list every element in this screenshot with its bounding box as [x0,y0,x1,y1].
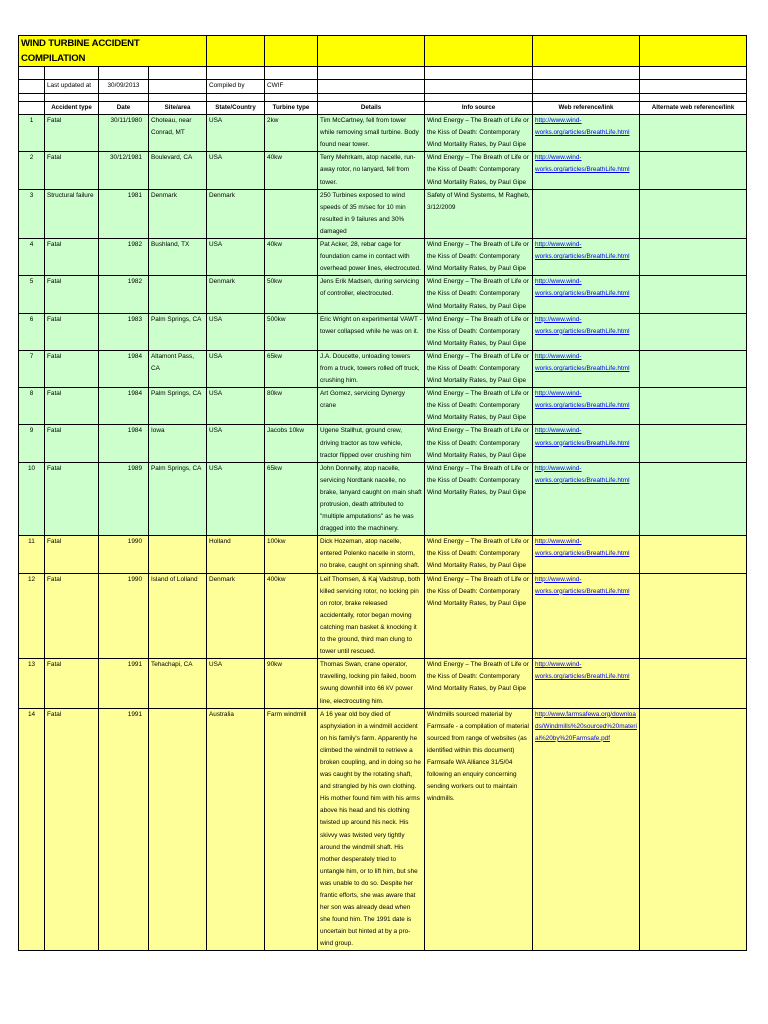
web-reference-cell [533,536,640,573]
last-updated-value: 30/09/2013 [99,80,149,94]
accident-type: Fatal [45,276,99,313]
site-area: Choteau, near Conrad, MT [149,115,207,152]
column-header: Accident type [45,102,99,115]
accident-type: Fatal [45,536,99,573]
turbine-type: 100kw [265,536,318,573]
state-country: USA [207,462,265,536]
site-area: Island of Lolland [149,573,207,659]
empty-cell [265,36,318,67]
empty-cell [318,67,425,80]
empty-cell [207,94,265,102]
table-row [19,276,747,313]
table-row [19,350,747,387]
web-reference-cell [533,573,640,659]
alternate-web-reference [640,659,747,708]
accident-date: 1984 [99,350,149,387]
empty-cell [207,67,265,80]
turbine-type: 65kw [265,350,318,387]
accident-type: Fatal [45,425,99,462]
info-source: Wind Energy – The Breath of Life or the Kiss of Death: Contemporary Wind Mortality Rates, by Paul Gipe [425,152,533,189]
table-row [19,115,747,152]
state-country: Denmark [207,276,265,313]
empty-cell [425,36,533,67]
info-source: Wind Energy – The Breath of Life or the Kiss of Death: Contemporary Wind Mortality Rates, by Paul Gipe [425,276,533,313]
web-reference-link[interactable]: http://www.wind-works.org/articles/BreathLife.html [535,241,630,261]
alternate-web-reference [640,536,747,573]
empty-cell [640,94,747,102]
site-area: Bushland, TX [149,239,207,276]
state-country: USA [207,388,265,425]
info-source: Wind Energy – The Breath of Life or the Kiss of Death: Contemporary Wind Mortality Rates, by Paul Gipe [425,115,533,152]
turbine-type: 2kw [265,115,318,152]
row-number: 5 [19,276,45,313]
info-source: Wind Energy – The Breath of Life or the Kiss of Death: Contemporary Wind Mortality Rates, by Paul Gipe [425,313,533,350]
web-reference-cell [533,388,640,425]
table-row [19,573,747,659]
accident-type: Fatal [45,152,99,189]
compiled-by-value: CWIF [265,80,318,94]
column-header: Turbine type [265,102,318,115]
site-area: Boulevard, CA [149,152,207,189]
column-header: Details [318,102,425,115]
web-reference-link[interactable]: http://www.wind-works.org/articles/BreathLife.html [535,352,630,372]
column-header: State/Country [207,102,265,115]
state-country: Australia [207,708,265,951]
info-source: Wind Energy – The Breath of Life or the Kiss of Death: Contemporary Wind Mortality Rates, by Paul Gipe [425,659,533,708]
web-reference-cell [533,425,640,462]
accident-type: Fatal [45,462,99,536]
table-row [19,388,747,425]
row-number: 3 [19,189,45,238]
empty-cell [425,94,533,102]
web-reference-link[interactable]: http://www.wind-works.org/articles/BreathLife.html [535,390,630,410]
empty-cell [425,67,533,80]
empty-cell [19,94,45,102]
accident-type: Fatal [45,708,99,951]
table-row [19,659,747,708]
turbine-type: 90kw [265,659,318,708]
accident-type: Fatal [45,388,99,425]
info-source: Wind Energy – The Breath of Life or the Kiss of Death: Contemporary Wind Mortality Rates, by Paul Gipe [425,239,533,276]
empty-cell [149,94,207,102]
empty-cell [640,36,747,67]
info-source: Wind Energy – The Breath of Life or the Kiss of Death: Contemporary Wind Mortality Rates, by Paul Gipe [425,350,533,387]
alternate-web-reference [640,239,747,276]
accident-date: 1982 [99,239,149,276]
alternate-web-reference [640,313,747,350]
turbine-type: 65kw [265,462,318,536]
web-reference-cell [533,313,640,350]
accident-type: Fatal [45,313,99,350]
info-source: Wind Energy – The Breath of Life or the Kiss of Death: Contemporary Wind Mortality Rates, by Paul Gipe [425,388,533,425]
empty-cell [318,94,425,102]
empty-cell [207,36,265,67]
row-number: 2 [19,152,45,189]
row-number: 11 [19,536,45,573]
last-updated-label: Last updated at [45,80,99,94]
web-reference-cell [533,708,640,951]
web-reference-link[interactable]: http://www.wind-works.org/articles/BreathLife.html [535,154,630,174]
info-source: Wind Energy – The Breath of Life or the Kiss of Death: Contemporary Wind Mortality Rates, by Paul Gipe [425,462,533,536]
info-source: Wind Energy – The Breath of Life or the Kiss of Death: Contemporary Wind Mortality Rates, by Paul Gipe [425,536,533,573]
accident-type: Fatal [45,350,99,387]
web-reference-cell [533,152,640,189]
site-area: Palm Springs, CA [149,462,207,536]
web-reference-link [533,189,640,238]
empty-cell [19,67,45,80]
column-header: Site/area [149,102,207,115]
accident-type: Structural failure [45,189,99,238]
meta-row [19,80,747,94]
accident-details: Thomas Swan, crane operator, travelling, locking pin failed, boom swung downhill into 66 kV power line, electrocuting him. [318,659,425,708]
turbine-type [265,189,318,238]
accident-type: Fatal [45,239,99,276]
table-row [19,313,747,350]
empty-cell [149,80,207,94]
empty-cell [533,67,640,80]
empty-cell [533,94,640,102]
spacer-row [19,94,747,102]
empty-cell [265,94,318,102]
empty-cell [99,94,149,102]
empty-cell [318,36,425,67]
site-area: Denmark [149,189,207,238]
accident-details: Terry Mehrkam, atop nacelle, run-away rotor, no lanyard, fell from tower. [318,152,425,189]
row-number: 14 [19,708,45,951]
turbine-type: 40kw [265,239,318,276]
accident-date: 30/11/1980 [99,115,149,152]
alternate-web-reference [640,708,747,951]
web-reference-cell [533,276,640,313]
web-reference-link[interactable]: http://www.wind-works.org/articles/BreathLife.html [535,117,630,137]
web-reference-link[interactable]: http://www.wind-works.org/articles/BreathLife.html [535,427,630,447]
turbine-type: 40kw [265,152,318,189]
empty-cell [425,80,533,94]
accident-details: Jens Erik Madsen, during servicing of controller, electrocuted. [318,276,425,313]
site-area: Palm Springs, CA [149,313,207,350]
alternate-web-reference [640,425,747,462]
alternate-web-reference [640,276,747,313]
column-header: Info source [425,102,533,115]
state-country: Holland [207,536,265,573]
accident-date: 1989 [99,462,149,536]
web-reference-cell [533,239,640,276]
accident-date: 1984 [99,388,149,425]
alternate-web-reference [640,462,747,536]
empty-cell [640,67,747,80]
state-country: USA [207,152,265,189]
web-reference-link[interactable]: http://www.wind-works.org/articles/BreathLife.html [535,278,630,298]
accident-details: Ugene Stallhut, ground crew, driving tractor as tow vehicle, tractor flipped over crushing him [318,425,425,462]
alternate-web-reference [640,152,747,189]
state-country: USA [207,313,265,350]
column-header [19,102,45,115]
accident-date: 1990 [99,573,149,659]
compiled-by-label: Compiled by [207,80,265,94]
web-reference-link[interactable]: http://www.wind-works.org/articles/BreathLife.html [535,575,630,595]
row-number: 12 [19,573,45,659]
table-row [19,708,747,951]
turbine-type: Farm windmill [265,708,318,951]
accident-date: 1983 [99,313,149,350]
empty-cell [318,80,425,94]
row-number: 10 [19,462,45,536]
web-reference-link[interactable]: http://www.wind-works.org/articles/BreathLife.html [535,464,630,484]
row-number: 1 [19,115,45,152]
accident-date: 1981 [99,189,149,238]
turbine-type: 80kw [265,388,318,425]
info-source: Safety of Wind Systems, M Ragheb, 3/12/2009 [425,189,533,238]
alternate-web-reference [640,115,747,152]
state-country: USA [207,115,265,152]
empty-cell [265,67,318,80]
info-source: Wind Energy – The Breath of Life or the Kiss of Death: Contemporary Wind Mortality Rates, by Paul Gipe [425,425,533,462]
web-reference-link[interactable]: http://www.wind-works.org/articles/BreathLife.html [535,661,630,681]
empty-cell [45,94,99,102]
accident-details: Pat Acker, 28, rebar cage for foundation came in contact with overhead power lines, electrocuted. [318,239,425,276]
accident-date: 1991 [99,708,149,951]
turbine-type: Jacobs 10kw [265,425,318,462]
web-reference-link[interactable]: http://www.wind-works.org/articles/BreathLife.html [535,315,630,335]
accident-type: Fatal [45,659,99,708]
state-country: Denmark [207,573,265,659]
table-row [19,462,747,536]
table-row [19,239,747,276]
table-row [19,536,747,573]
accident-spreadsheet [18,35,747,951]
accident-details: Dick Hozeman, atop nacelle, entered Polenko nacelle in storm, no brake, caught on spinning shaft. [318,536,425,573]
empty-cell [99,67,149,80]
turbine-type: 500kw [265,313,318,350]
site-area: Altamont Pass, CA [149,350,207,387]
column-header: Alternate web reference/link [640,102,747,115]
state-country: USA [207,239,265,276]
empty-cell [19,80,45,94]
accident-details: 250 Turbines exposed to wind speeds of 35 m/sec for 10 min resulted in 9 failures and 30% damaged [318,189,425,238]
table-row [19,425,747,462]
empty-cell [533,36,640,67]
site-area [149,276,207,313]
accident-date: 1982 [99,276,149,313]
empty-cell [45,67,99,80]
empty-cell [640,80,747,94]
turbine-type: 400kw [265,573,318,659]
title-row [19,36,747,67]
state-country: USA [207,425,265,462]
web-reference-cell [533,462,640,536]
blank-row [19,67,747,80]
row-number: 6 [19,313,45,350]
info-source: Windmills sourced material by Farmsafe - a compilation of material sourced from range of websites (as identified within this document) Farmsafe WA Alliance 31/5/04 following an enquiry concerning sending workers out to maintain windmills. [425,708,533,951]
accident-details: A 16 year old boy died of asphyxiation in a windmill accident on his family's farm. Apparently he climbed the windmill to retrieve a broken coupling, and in doing so he was caught by the rotating shaft, and strangled by his own clothing. His mother found him with his arms above his head and his clothing twisted up around his neck. His skivvy was twisted very tightly around the windmill shaft. His mother desperately tried to untangle him, or to lift him, but she was unable to do so. Despite her frantic efforts, she was aware that her son was already dead when she found him. The 1991 date is uncertain but hinted at by a pro-wind group. [318,708,425,951]
web-reference-link[interactable]: http://www.farmsafewa.org/downloads/Windmills%20sourced%20material%20by%20Farmsafe.pdf [535,710,637,742]
column-header-row [19,102,747,115]
turbine-type: 50kw [265,276,318,313]
row-number: 9 [19,425,45,462]
sheet-title: WIND TURBINE ACCIDENT COMPILATION [19,36,207,67]
accident-details: Eric Wright on experimental VAWT - tower collapsed while he was on it. [318,313,425,350]
accident-details: Tim McCartney, fell from tower while removing small turbine. Body found near tower. [318,115,425,152]
alternate-web-reference [640,350,747,387]
table-row [19,152,747,189]
accident-type: Fatal [45,573,99,659]
site-area [149,708,207,951]
web-reference-cell [533,659,640,708]
accident-date: 30/12/1981 [99,152,149,189]
site-area: Palm Springs, CA [149,388,207,425]
site-area [149,536,207,573]
row-number: 8 [19,388,45,425]
web-reference-cell [533,350,640,387]
row-number: 13 [19,659,45,708]
row-number: 7 [19,350,45,387]
alternate-web-reference [640,388,747,425]
info-source: Wind Energy – The Breath of Life or the Kiss of Death: Contemporary Wind Mortality Rates, by Paul Gipe [425,573,533,659]
state-country: USA [207,350,265,387]
accident-date: 1991 [99,659,149,708]
state-country: USA [207,659,265,708]
state-country: Denmark [207,189,265,238]
accident-date: 1984 [99,425,149,462]
empty-cell [149,67,207,80]
accident-details: John Donnelly, atop nacelle, servicing Nordtank nacelle, no brake, lanyard caught on main shaft protrusion, death attributed to "multiple amputations" as he was dragged into the machinery. [318,462,425,536]
web-reference-cell [533,115,640,152]
accident-details: J.A. Doucette, unloading towers from a truck, towers rolled off truck, crushing him. [318,350,425,387]
column-header: Web reference/link [533,102,640,115]
table-row [19,189,747,238]
site-area: Iowa [149,425,207,462]
row-number: 4 [19,239,45,276]
site-area: Tehachapi, CA [149,659,207,708]
alternate-web-reference [640,573,747,659]
accident-details: Leif Thomsen, & Kaj Vadstrup, both killed servicing rotor, no locking pin on rotor, brake released accidentally, rotor began moving catching man basket & knocking it to the ground, third man clung to tower until rescued. [318,573,425,659]
accident-date: 1990 [99,536,149,573]
accident-details: Art Gomez, servicing Dynergy crane [318,388,425,425]
empty-cell [533,80,640,94]
web-reference-link[interactable]: http://www.wind-works.org/articles/BreathLife.html [535,538,630,558]
column-header: Date [99,102,149,115]
accident-type: Fatal [45,115,99,152]
alternate-web-reference [640,189,747,238]
